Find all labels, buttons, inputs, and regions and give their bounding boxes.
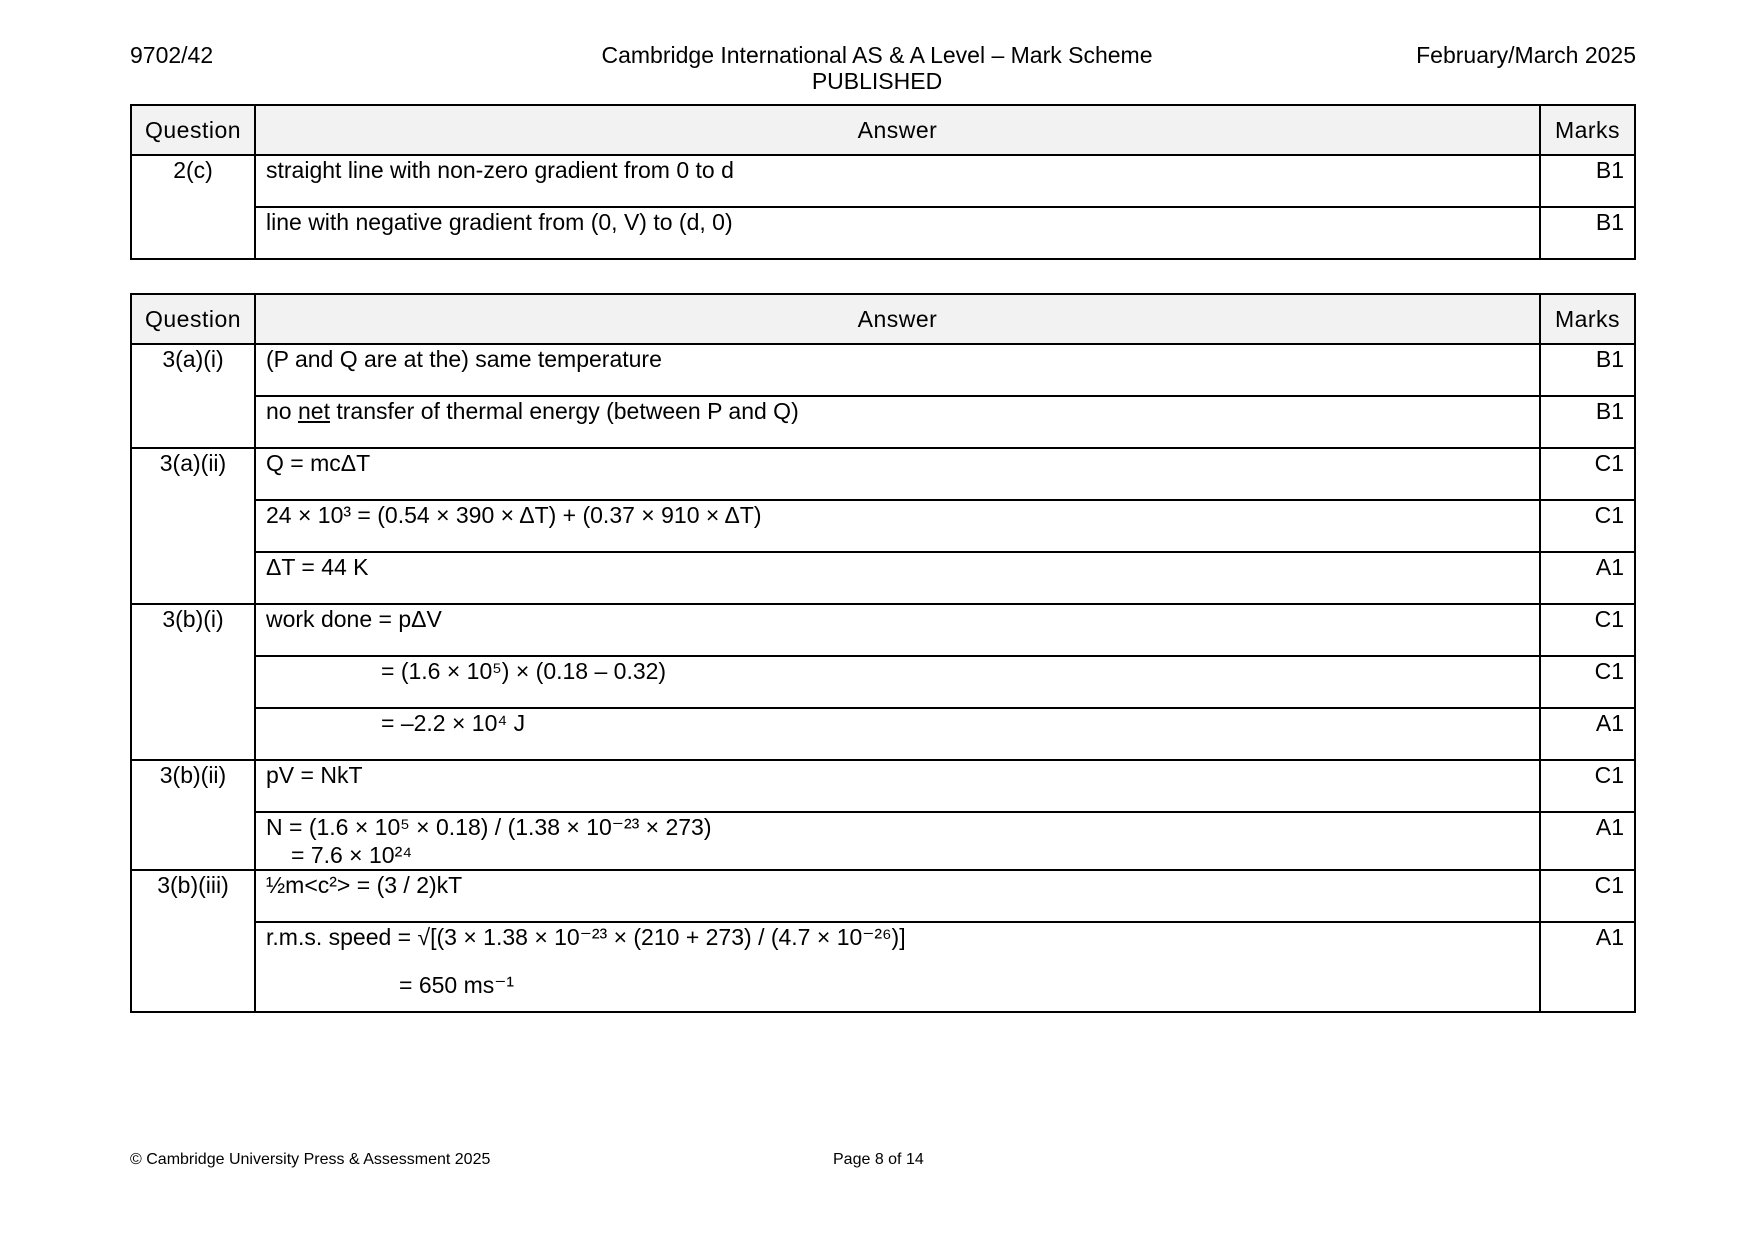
mark-cell: A1 xyxy=(1540,708,1635,760)
mark-cell: B1 xyxy=(1540,207,1635,259)
copyright-notice: © Cambridge University Press & Assessment 2025 xyxy=(130,1151,491,1168)
answer-cell: pV = NkT xyxy=(255,760,1540,812)
question-label: 3(b)(ii) xyxy=(131,760,255,870)
table-row xyxy=(131,396,1635,448)
answer-column-header: Answer xyxy=(255,294,1540,344)
table-row xyxy=(131,207,1635,259)
answer-text: = (1.6 × 10⁵) × (0.18 – 0.32) xyxy=(381,658,667,684)
answer-cell xyxy=(255,812,1540,870)
table-row xyxy=(131,604,1635,656)
mark-scheme-table-q3 xyxy=(130,293,1636,1013)
table-row xyxy=(131,760,1635,812)
question-column-header: Question xyxy=(131,105,255,155)
mark-scheme-table-q2 xyxy=(130,104,1636,260)
question-column-header: Question xyxy=(131,294,255,344)
question-label: 3(b)(iii) xyxy=(131,870,255,1012)
question-label: 3(a)(ii) xyxy=(131,448,255,604)
table-row xyxy=(131,870,1635,922)
answer-text: transfer of thermal energy (between P and Q) xyxy=(329,398,799,424)
answer-cell: (P and Q are at the) same temperature xyxy=(255,344,1540,396)
answer-column-header: Answer xyxy=(255,105,1540,155)
page-number: Page 8 of 14 xyxy=(833,1151,924,1168)
table-row xyxy=(131,656,1635,708)
table-row xyxy=(131,500,1635,552)
mark-cell: C1 xyxy=(1540,656,1635,708)
table-row xyxy=(131,552,1635,604)
underlined-keyword: net xyxy=(297,398,330,424)
answer-cell xyxy=(255,922,1540,1012)
answer-text: N = (1.6 × 10⁵ × 0.18) / (1.38 × 10⁻²³ × 273) xyxy=(266,814,712,840)
table-row xyxy=(131,922,1635,1012)
answer-cell: ½m<c²> = (3 / 2)kT xyxy=(255,870,1540,922)
mark-cell: A1 xyxy=(1540,552,1635,604)
question-label: 3(a)(i) xyxy=(131,344,255,448)
answer-text: r.m.s. speed = √[(3 × 1.38 × 10⁻²³ × (210 + 273) / (4.7 × 10⁻²⁶)] xyxy=(266,924,906,950)
question-label: 2(c) xyxy=(131,155,255,259)
answer-cell: Q = mcΔT xyxy=(255,448,1540,500)
paper-code: 9702/42 xyxy=(130,42,214,68)
answer-cell: work done = pΔV xyxy=(255,604,1540,656)
table-header-row xyxy=(131,105,1635,155)
answer-text: = –2.2 × 10⁴ J xyxy=(381,710,526,736)
mark-cell: A1 xyxy=(1540,922,1635,1012)
table-row xyxy=(131,708,1635,760)
answer-text: = 7.6 × 10²⁴ xyxy=(291,842,413,868)
table-row xyxy=(131,812,1635,870)
marks-column-header: Marks xyxy=(1540,294,1635,344)
answer-text: no xyxy=(266,398,298,424)
mark-cell: C1 xyxy=(1540,760,1635,812)
exam-session: February/March 2025 xyxy=(1416,42,1636,68)
mark-cell: B1 xyxy=(1540,155,1635,207)
table-row xyxy=(131,448,1635,500)
mark-cell: A1 xyxy=(1540,812,1635,870)
answer-cell xyxy=(255,708,1540,760)
table-row xyxy=(131,155,1635,207)
answer-text: = 650 ms⁻¹ xyxy=(399,972,515,998)
answer-cell: straight line with non-zero gradient from 0 to d xyxy=(255,155,1540,207)
question-label: 3(b)(i) xyxy=(131,604,255,760)
table-row xyxy=(131,344,1635,396)
title-line-1: Cambridge International AS & A Level – Mark Scheme xyxy=(601,42,1153,68)
marks-column-header: Marks xyxy=(1540,105,1635,155)
mark-cell: C1 xyxy=(1540,500,1635,552)
mark-cell: C1 xyxy=(1540,448,1635,500)
answer-cell: line with negative gradient from (0, V) to (d, 0) xyxy=(255,207,1540,259)
table-header-row xyxy=(131,294,1635,344)
mark-cell: B1 xyxy=(1540,396,1635,448)
mark-cell: B1 xyxy=(1540,344,1635,396)
answer-cell xyxy=(255,656,1540,708)
answer-cell: 24 × 10³ = (0.54 × 390 × ΔT) + (0.37 × 910 × ΔT) xyxy=(255,500,1540,552)
mark-cell: C1 xyxy=(1540,604,1635,656)
title-line-2: PUBLISHED xyxy=(811,68,943,94)
answer-cell xyxy=(255,396,1540,448)
answer-cell: ΔT = 44 K xyxy=(255,552,1540,604)
mark-cell: C1 xyxy=(1540,870,1635,922)
